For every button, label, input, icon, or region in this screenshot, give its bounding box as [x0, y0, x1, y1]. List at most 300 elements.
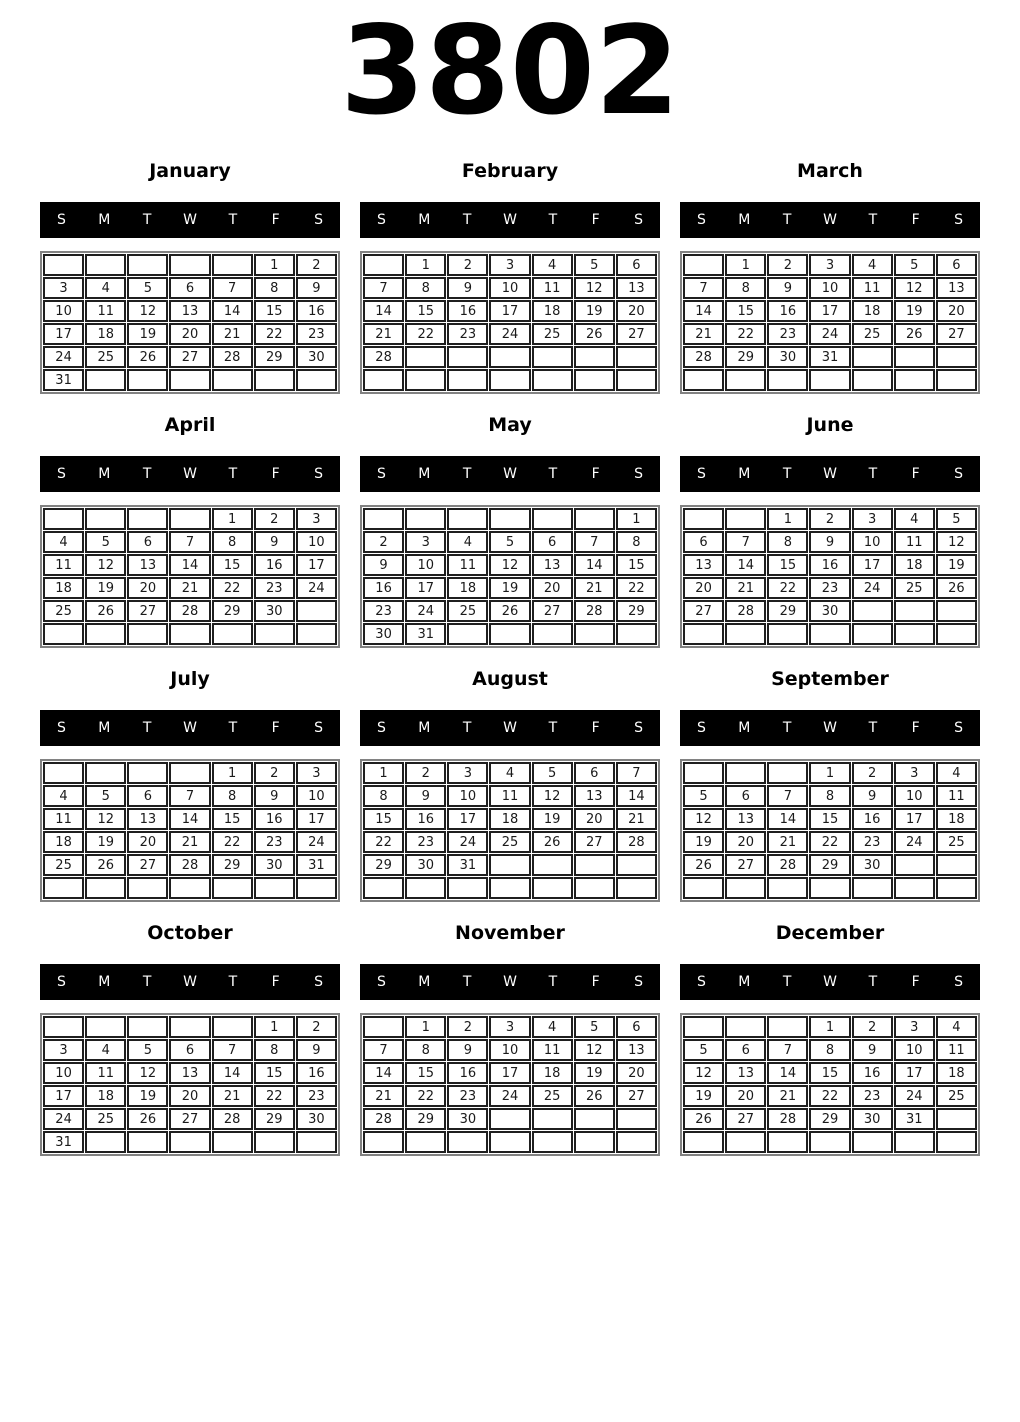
day-cell: 17 — [296, 808, 337, 830]
day-cell: 25 — [936, 831, 977, 853]
day-cell: 2 — [363, 531, 404, 553]
weekday-label: T — [462, 720, 472, 736]
empty-day-cell — [169, 254, 210, 276]
day-cell: 20 — [169, 1085, 210, 1107]
day-cell: 6 — [127, 785, 168, 807]
week-row — [43, 323, 337, 345]
month-title: February — [461, 160, 559, 182]
month-august — [360, 668, 660, 902]
week-row — [43, 531, 337, 553]
week-row — [43, 254, 337, 276]
weekday-label: W — [823, 974, 837, 990]
empty-day-cell — [489, 508, 530, 530]
day-cell: 3 — [296, 762, 337, 784]
weekday-label: M — [418, 720, 431, 736]
month-title: January — [149, 160, 231, 182]
empty-day-cell — [616, 369, 657, 391]
day-cell: 22 — [254, 1085, 295, 1107]
day-cell: 3 — [894, 1016, 935, 1038]
day-cell: 3 — [296, 508, 337, 530]
day-cell: 2 — [296, 254, 337, 276]
day-cell: 15 — [212, 808, 253, 830]
weekday-label: M — [98, 212, 111, 228]
empty-day-cell — [936, 346, 977, 368]
empty-day-cell — [616, 877, 657, 899]
empty-day-cell — [85, 877, 126, 899]
day-cell: 31 — [894, 1108, 935, 1130]
week-row — [43, 762, 337, 784]
empty-day-cell — [852, 1131, 893, 1153]
day-cell: 11 — [532, 277, 573, 299]
day-cell: 8 — [405, 277, 446, 299]
day-cell: 10 — [43, 300, 84, 322]
day-cell: 11 — [894, 531, 935, 553]
day-cell: 3 — [405, 531, 446, 553]
empty-day-cell — [725, 1016, 766, 1038]
day-cell: 26 — [574, 1085, 615, 1107]
week-row — [683, 346, 977, 368]
week-row — [683, 1085, 977, 1107]
day-cell: 13 — [574, 785, 615, 807]
weekday-label: S — [954, 720, 964, 736]
day-cell: 19 — [489, 577, 530, 599]
weekday-label: S — [314, 974, 324, 990]
day-cell: 20 — [725, 1085, 766, 1107]
day-cell: 24 — [447, 831, 488, 853]
day-cell: 30 — [254, 854, 295, 876]
empty-day-cell — [489, 369, 530, 391]
empty-day-cell — [127, 369, 168, 391]
empty-day-cell — [489, 1131, 530, 1153]
day-cell: 28 — [212, 1108, 253, 1130]
empty-day-cell — [532, 1108, 573, 1130]
week-row — [43, 277, 337, 299]
empty-day-cell — [767, 1131, 808, 1153]
empty-day-cell — [127, 762, 168, 784]
day-cell: 13 — [616, 1039, 657, 1061]
weekday-header-row — [360, 964, 660, 1000]
day-cell: 21 — [363, 323, 404, 345]
day-cell: 7 — [616, 762, 657, 784]
day-cell: 26 — [85, 854, 126, 876]
day-cell: 6 — [936, 254, 977, 276]
week-row — [683, 854, 977, 876]
day-cell: 4 — [894, 508, 935, 530]
day-cell: 14 — [212, 1062, 253, 1084]
empty-day-cell — [532, 623, 573, 645]
day-cell: 9 — [767, 277, 808, 299]
day-cell: 9 — [809, 531, 850, 553]
day-cell: 18 — [936, 1062, 977, 1084]
month-title: March — [797, 160, 863, 182]
month-grid — [360, 759, 660, 902]
day-cell: 4 — [852, 254, 893, 276]
week-row — [363, 831, 657, 853]
day-cell: 18 — [532, 1062, 573, 1084]
weekday-label: T — [548, 720, 558, 736]
week-row — [363, 1039, 657, 1061]
empty-day-cell — [363, 1131, 404, 1153]
day-cell: 18 — [894, 554, 935, 576]
weekday-label: T — [462, 466, 472, 482]
empty-day-cell — [447, 1131, 488, 1153]
empty-day-cell — [127, 877, 168, 899]
day-cell: 16 — [405, 808, 446, 830]
day-cell: 24 — [405, 600, 446, 622]
empty-day-cell — [532, 346, 573, 368]
day-cell: 12 — [127, 1062, 168, 1084]
weekday-label: T — [868, 212, 878, 228]
day-cell: 13 — [127, 554, 168, 576]
month-title: October — [147, 922, 233, 944]
day-cell: 26 — [936, 577, 977, 599]
empty-day-cell — [683, 877, 724, 899]
day-cell: 30 — [809, 600, 850, 622]
week-row — [683, 369, 977, 391]
weekday-label: W — [503, 720, 517, 736]
day-cell: 29 — [254, 1108, 295, 1130]
day-cell: 13 — [127, 808, 168, 830]
day-cell: 1 — [725, 254, 766, 276]
week-row — [363, 277, 657, 299]
day-cell: 28 — [169, 600, 210, 622]
day-cell: 8 — [254, 277, 295, 299]
day-cell: 12 — [85, 554, 126, 576]
day-cell: 26 — [127, 346, 168, 368]
month-july — [40, 668, 340, 902]
month-title: July — [170, 668, 210, 690]
day-cell: 16 — [254, 554, 295, 576]
day-cell: 10 — [489, 277, 530, 299]
day-cell: 4 — [43, 785, 84, 807]
weekday-label: T — [142, 974, 152, 990]
day-cell: 1 — [767, 508, 808, 530]
empty-day-cell — [254, 877, 295, 899]
day-cell: 7 — [683, 277, 724, 299]
empty-day-cell — [532, 854, 573, 876]
day-cell: 15 — [363, 808, 404, 830]
day-cell: 23 — [363, 600, 404, 622]
day-cell: 4 — [489, 762, 530, 784]
day-cell: 28 — [767, 1108, 808, 1130]
day-cell: 29 — [809, 1108, 850, 1130]
empty-day-cell — [683, 762, 724, 784]
empty-day-cell — [85, 508, 126, 530]
day-cell: 13 — [532, 554, 573, 576]
week-row — [363, 531, 657, 553]
day-cell: 24 — [296, 577, 337, 599]
weekday-label: W — [503, 212, 517, 228]
day-cell: 6 — [169, 277, 210, 299]
day-cell: 23 — [296, 323, 337, 345]
day-cell: 20 — [127, 831, 168, 853]
day-cell: 1 — [616, 508, 657, 530]
week-row — [363, 254, 657, 276]
weekday-label: T — [462, 212, 472, 228]
day-cell: 19 — [574, 1062, 615, 1084]
week-row — [683, 254, 977, 276]
day-cell: 10 — [447, 785, 488, 807]
empty-day-cell — [616, 1131, 657, 1153]
day-cell: 16 — [363, 577, 404, 599]
day-cell: 5 — [936, 508, 977, 530]
weekday-label: W — [183, 720, 197, 736]
day-cell: 8 — [616, 531, 657, 553]
day-cell: 16 — [254, 808, 295, 830]
day-cell: 16 — [296, 300, 337, 322]
day-cell: 17 — [489, 1062, 530, 1084]
empty-day-cell — [43, 762, 84, 784]
day-cell: 17 — [405, 577, 446, 599]
empty-day-cell — [532, 508, 573, 530]
week-row — [683, 554, 977, 576]
day-cell: 21 — [683, 323, 724, 345]
weekday-label: S — [696, 212, 706, 228]
day-cell: 3 — [489, 1016, 530, 1038]
day-cell: 29 — [363, 854, 404, 876]
weekday-label: M — [418, 974, 431, 990]
day-cell: 15 — [725, 300, 766, 322]
weekday-header-row — [40, 964, 340, 1000]
month-grid — [680, 505, 980, 648]
day-cell: 22 — [616, 577, 657, 599]
empty-day-cell — [574, 1131, 615, 1153]
day-cell: 25 — [85, 346, 126, 368]
month-grid — [360, 251, 660, 394]
empty-day-cell — [725, 762, 766, 784]
week-row — [683, 1016, 977, 1038]
weekday-label: T — [782, 720, 792, 736]
day-cell: 20 — [574, 808, 615, 830]
empty-day-cell — [296, 877, 337, 899]
day-cell: 23 — [254, 577, 295, 599]
day-cell: 30 — [296, 346, 337, 368]
day-cell: 31 — [809, 346, 850, 368]
weekday-label: S — [696, 974, 706, 990]
empty-day-cell — [852, 623, 893, 645]
day-cell: 23 — [447, 1085, 488, 1107]
day-cell: 9 — [405, 785, 446, 807]
day-cell: 10 — [405, 554, 446, 576]
day-cell: 30 — [767, 346, 808, 368]
day-cell: 20 — [169, 323, 210, 345]
day-cell: 8 — [767, 531, 808, 553]
day-cell: 16 — [447, 1062, 488, 1084]
weekday-label: F — [911, 720, 920, 736]
empty-day-cell — [254, 369, 295, 391]
day-cell: 9 — [852, 785, 893, 807]
month-december — [680, 922, 980, 1156]
day-cell: 25 — [43, 854, 84, 876]
day-cell: 7 — [767, 1039, 808, 1061]
day-cell: 3 — [894, 762, 935, 784]
empty-day-cell — [936, 877, 977, 899]
weekday-label: F — [591, 212, 600, 228]
weekday-label: T — [142, 466, 152, 482]
day-cell: 19 — [127, 1085, 168, 1107]
month-march — [680, 160, 980, 394]
day-cell: 18 — [532, 300, 573, 322]
day-cell: 30 — [852, 1108, 893, 1130]
weekday-label: F — [271, 974, 280, 990]
week-row — [683, 300, 977, 322]
week-row — [363, 785, 657, 807]
day-cell: 7 — [169, 531, 210, 553]
empty-day-cell — [725, 508, 766, 530]
day-cell: 5 — [85, 785, 126, 807]
day-cell: 21 — [616, 808, 657, 830]
weekday-label: S — [696, 720, 706, 736]
empty-day-cell — [127, 1016, 168, 1038]
day-cell: 13 — [169, 1062, 210, 1084]
day-cell: 1 — [212, 508, 253, 530]
day-cell: 21 — [767, 1085, 808, 1107]
day-cell: 19 — [127, 323, 168, 345]
week-row — [683, 1062, 977, 1084]
empty-day-cell — [447, 877, 488, 899]
day-cell: 19 — [936, 554, 977, 576]
week-row — [43, 600, 337, 622]
day-cell: 26 — [489, 600, 530, 622]
day-cell: 27 — [169, 346, 210, 368]
day-cell: 2 — [405, 762, 446, 784]
day-cell: 20 — [936, 300, 977, 322]
day-cell: 9 — [447, 277, 488, 299]
day-cell: 12 — [574, 277, 615, 299]
month-grid — [40, 505, 340, 648]
day-cell: 25 — [532, 323, 573, 345]
day-cell: 7 — [767, 785, 808, 807]
day-cell: 6 — [725, 785, 766, 807]
week-row — [43, 808, 337, 830]
month-october — [40, 922, 340, 1156]
day-cell: 15 — [254, 300, 295, 322]
day-cell: 20 — [725, 831, 766, 853]
weekday-label: F — [591, 974, 600, 990]
empty-day-cell — [363, 1016, 404, 1038]
day-cell: 27 — [725, 854, 766, 876]
weekday-label: S — [314, 720, 324, 736]
day-cell: 12 — [127, 300, 168, 322]
empty-day-cell — [212, 877, 253, 899]
months-grid — [40, 160, 980, 1156]
day-cell: 7 — [212, 1039, 253, 1061]
week-row — [43, 369, 337, 391]
day-cell: 3 — [852, 508, 893, 530]
day-cell: 15 — [212, 554, 253, 576]
day-cell: 21 — [725, 577, 766, 599]
weekday-label: F — [591, 466, 600, 482]
day-cell: 28 — [363, 346, 404, 368]
weekday-header-row — [360, 710, 660, 746]
weekday-header-row — [680, 964, 980, 1000]
week-row — [363, 554, 657, 576]
week-row — [43, 300, 337, 322]
empty-day-cell — [809, 877, 850, 899]
day-cell: 5 — [85, 531, 126, 553]
week-row — [683, 762, 977, 784]
day-cell: 10 — [296, 785, 337, 807]
day-cell: 1 — [254, 254, 295, 276]
week-row — [683, 831, 977, 853]
month-november — [360, 922, 660, 1156]
weekday-label: M — [98, 720, 111, 736]
day-cell: 10 — [894, 1039, 935, 1061]
day-cell: 12 — [574, 1039, 615, 1061]
week-row — [43, 623, 337, 645]
day-cell: 7 — [725, 531, 766, 553]
day-cell: 24 — [894, 831, 935, 853]
empty-day-cell — [767, 623, 808, 645]
empty-day-cell — [725, 369, 766, 391]
day-cell: 28 — [574, 600, 615, 622]
day-cell: 28 — [169, 854, 210, 876]
empty-day-cell — [85, 254, 126, 276]
empty-day-cell — [254, 1131, 295, 1153]
week-row — [363, 808, 657, 830]
weekday-label: S — [56, 212, 66, 228]
empty-day-cell — [616, 854, 657, 876]
day-cell: 11 — [85, 300, 126, 322]
day-cell: 19 — [683, 831, 724, 853]
empty-day-cell — [405, 877, 446, 899]
empty-day-cell — [809, 623, 850, 645]
day-cell: 30 — [447, 1108, 488, 1130]
day-cell: 28 — [212, 346, 253, 368]
day-cell: 3 — [809, 254, 850, 276]
empty-day-cell — [127, 1131, 168, 1153]
day-cell: 3 — [43, 277, 84, 299]
day-cell: 10 — [43, 1062, 84, 1084]
empty-day-cell — [363, 254, 404, 276]
weekday-header-row — [680, 456, 980, 492]
day-cell: 29 — [254, 346, 295, 368]
day-cell: 27 — [169, 1108, 210, 1130]
day-cell: 23 — [809, 577, 850, 599]
empty-day-cell — [405, 1131, 446, 1153]
day-cell: 25 — [85, 1108, 126, 1130]
day-cell: 9 — [254, 785, 295, 807]
day-cell: 1 — [254, 1016, 295, 1038]
empty-day-cell — [169, 1016, 210, 1038]
weekday-label: W — [823, 720, 837, 736]
empty-day-cell — [489, 854, 530, 876]
day-cell: 15 — [254, 1062, 295, 1084]
day-cell: 15 — [405, 1062, 446, 1084]
empty-day-cell — [85, 762, 126, 784]
day-cell: 8 — [809, 1039, 850, 1061]
day-cell: 14 — [683, 300, 724, 322]
empty-day-cell — [43, 877, 84, 899]
empty-day-cell — [894, 600, 935, 622]
day-cell: 18 — [852, 300, 893, 322]
weekday-label: S — [954, 974, 964, 990]
day-cell: 2 — [254, 762, 295, 784]
empty-day-cell — [127, 623, 168, 645]
empty-day-cell — [43, 254, 84, 276]
day-cell: 5 — [683, 1039, 724, 1061]
weekday-label: F — [591, 720, 600, 736]
day-cell: 24 — [489, 323, 530, 345]
day-cell: 29 — [725, 346, 766, 368]
empty-day-cell — [574, 346, 615, 368]
day-cell: 8 — [725, 277, 766, 299]
empty-day-cell — [574, 623, 615, 645]
day-cell: 9 — [254, 531, 295, 553]
day-cell: 26 — [574, 323, 615, 345]
day-cell: 2 — [447, 1016, 488, 1038]
weekday-label: F — [271, 212, 280, 228]
